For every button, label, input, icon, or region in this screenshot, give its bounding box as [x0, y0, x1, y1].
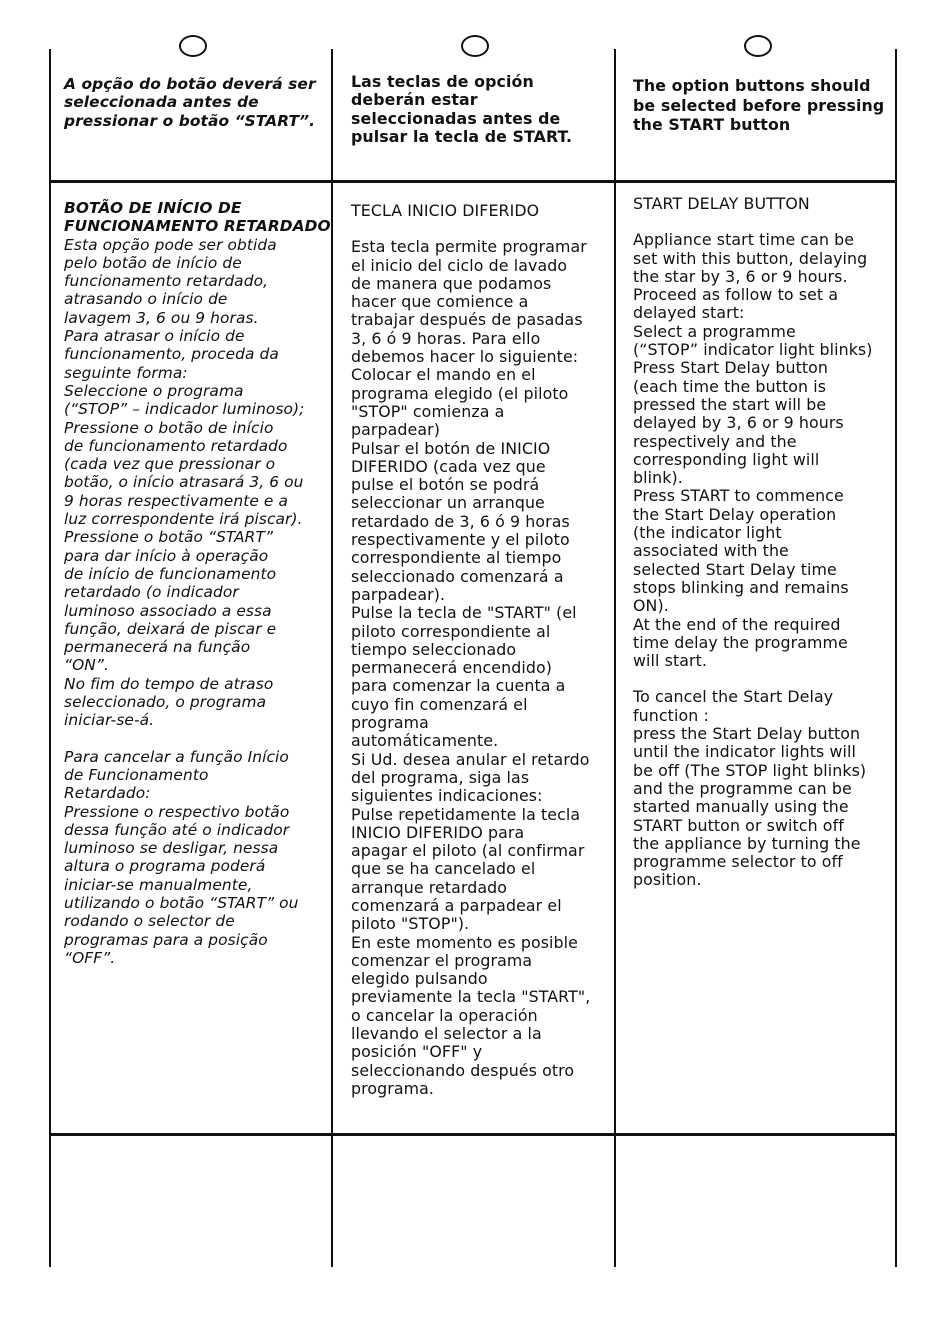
text-line: BOTÃO DE INÍCIO DE	[64, 199, 242, 217]
text-line: "STOP" comienza a	[351, 401, 505, 421]
text-line: deberán estar	[351, 90, 478, 110]
text-line: hacer que comience a	[351, 292, 529, 312]
text-line: the appliance by turning the	[633, 833, 861, 853]
text-line: iniciar-se-á.	[64, 711, 155, 730]
text-line: seleccionar un arranque	[351, 493, 545, 513]
text-line: corresponding light will	[633, 449, 820, 469]
text-line: luz correspondente irá piscar).	[64, 510, 303, 529]
text-line: trabajar después de pasadas	[351, 310, 583, 330]
text-line: piloto correspondiente al	[351, 621, 551, 641]
text-line: set with this button, delaying	[633, 248, 868, 268]
text-line: elegido pulsando	[351, 969, 488, 989]
text-line: started manually using the	[633, 797, 849, 817]
text-line: “OFF”.	[64, 948, 116, 967]
text-line: delayed by 3, 6 or 9 hours	[633, 413, 844, 433]
column-divider-2	[614, 49, 616, 1267]
text-line: retardado de 3, 6 ó 9 horas	[351, 511, 570, 531]
text-line: be off (The STOP light blinks)	[633, 760, 867, 780]
text-line: posición "OFF" y	[351, 1042, 483, 1062]
text-line: INICIO DIFERIDO para	[351, 822, 525, 842]
table-border-right	[895, 49, 897, 1267]
text-line: and the programme can be	[633, 778, 852, 798]
text-line: apagar el piloto (al confirmar	[351, 841, 585, 861]
text-line: funcionamento retardado,	[64, 272, 269, 291]
text-line: Retardado:	[64, 784, 151, 803]
table-border-left	[49, 49, 51, 1267]
text-line: until the indicator lights will	[633, 742, 856, 762]
text-line: debemos hacer lo siguiente:	[351, 347, 579, 367]
language-circle-portuguese	[179, 35, 207, 57]
text-line: correspondiente al tiempo	[351, 548, 562, 568]
text-line: programa elegido (el piloto	[351, 383, 569, 403]
text-line: press the Start Delay button	[633, 724, 861, 744]
text-line: be selected before pressing	[633, 95, 885, 115]
english-body	[633, 231, 873, 670]
row-divider-bottom	[51, 1133, 897, 1136]
text-line: position.	[633, 870, 702, 890]
text-line: Pulse repetidamente la tecla	[351, 804, 581, 824]
text-line: arranque retardado	[351, 877, 508, 897]
text-line: pulsar la tecla de START.	[351, 126, 573, 146]
text-line: (cada vez que pressionar o	[64, 455, 276, 474]
text-line: pelo botão de início de	[64, 253, 242, 272]
text-line: Esta tecla permite programar	[351, 237, 587, 257]
text-line: seleccionando después otro	[351, 1060, 575, 1080]
text-line: botão, o início atrasará 3, 6 ou	[64, 473, 304, 492]
text-line: Appliance start time can be	[633, 230, 855, 250]
text-line: função, deixará de piscar e	[64, 619, 277, 638]
text-line: respectivamente y el piloto	[351, 530, 570, 550]
text-line: The option buttons should	[633, 76, 871, 95]
column-divider-1	[331, 49, 333, 1267]
text-line: pressionar o botão “START”.	[64, 111, 316, 130]
spanish-heading	[351, 202, 590, 220]
text-line: luminoso associado a essa	[64, 601, 272, 620]
text-line: START button or switch off	[633, 815, 844, 835]
text-line: seleccionado, o programa	[64, 693, 267, 712]
text-line: Pulse la tecla de "START" (el	[351, 603, 577, 623]
text-line: llevando el selector a la	[351, 1024, 542, 1044]
text-line: Pressione o botão “START”	[64, 528, 274, 547]
portuguese-note	[64, 75, 316, 130]
text-line: 3, 6 ó 9 horas. Para ello	[351, 328, 541, 348]
text-line: siguientes indicaciones:	[351, 786, 543, 806]
text-line: delayed start:	[633, 303, 745, 323]
text-line: DIFERIDO (cada vez que	[351, 456, 546, 476]
text-line: funcionamento, proceda da	[64, 345, 279, 364]
text-line: de Funcionamento	[64, 765, 209, 784]
text-line: pulse el botón se podrá	[351, 475, 540, 495]
language-circle-english	[744, 35, 772, 57]
text-line: Esta opção pode ser obtida	[64, 235, 277, 254]
portuguese-instructions	[64, 199, 331, 967]
text-line: Para cancelar a função Início	[64, 747, 289, 766]
text-line: Las teclas de opción	[351, 72, 534, 91]
portuguese-body	[64, 236, 331, 730]
language-circle-spanish	[461, 35, 489, 57]
text-line: comenzará a parpadear el	[351, 895, 562, 915]
text-line: seguinte forma:	[64, 363, 188, 382]
text-line: parpadear).	[351, 584, 446, 604]
text-line: para dar início à operação	[64, 546, 269, 565]
english-heading	[633, 195, 873, 213]
text-line: atrasando o início de	[64, 290, 228, 309]
text-line: lavagem 3, 6 ou 9 horas.	[64, 308, 259, 327]
text-line: luminoso se desligar, nessa	[64, 839, 279, 858]
text-line: altura o programa poderá	[64, 857, 266, 876]
text-line: “ON”.	[64, 656, 109, 675]
spanish-body	[351, 238, 590, 1098]
text-line: para comenzar la cuenta a	[351, 676, 566, 696]
portuguese-heading	[64, 199, 331, 236]
text-line: seleccionado comenzará a	[351, 566, 564, 586]
text-line: de manera que podamos	[351, 273, 552, 293]
text-line: the Start Delay operation	[633, 504, 837, 524]
text-line: Press START to commence	[633, 486, 844, 506]
text-line: Si Ud. desea anular el retardo	[351, 749, 590, 769]
text-line: blink).	[633, 468, 683, 488]
text-line: Select a programme	[633, 321, 796, 341]
text-line: will start.	[633, 651, 708, 671]
text-line: function :	[633, 705, 709, 725]
text-line: del programa, siga las	[351, 767, 530, 787]
text-line: (the indicator light	[633, 523, 782, 543]
text-line: tiempo seleccionado	[351, 639, 517, 659]
text-line: permanecerá na função	[64, 638, 251, 657]
text-line: ON).	[633, 596, 669, 616]
text-line: programas para a posição	[64, 930, 268, 949]
text-line: de funcionamento retardado	[64, 436, 288, 455]
text-line: dessa função até o indicador	[64, 820, 290, 839]
english-cancel	[633, 688, 873, 889]
text-line: piloto "STOP").	[351, 914, 470, 934]
text-line: seleccionadas antes de	[351, 108, 561, 128]
row-divider-top	[51, 180, 897, 183]
text-line: Press Start Delay button	[633, 358, 829, 378]
text-line: (“STOP” indicator light blinks)	[633, 340, 873, 360]
spanish-note	[351, 73, 572, 146]
text-line: permanecerá encendido)	[351, 658, 552, 678]
text-line: parpadear)	[351, 420, 440, 440]
text-line: utilizando o botão “START” ou	[64, 893, 299, 912]
text-line: cuyo fin comenzará el	[351, 694, 528, 714]
text-line: time delay the programme	[633, 632, 848, 652]
text-line: o cancelar la operación	[351, 1005, 538, 1025]
text-line: START DELAY BUTTON	[633, 194, 810, 213]
text-line: (each time the button is	[633, 376, 827, 396]
text-line: seleccionada antes de	[64, 93, 259, 112]
text-line: Pressione o respectivo botão	[64, 802, 290, 821]
text-line: de início de funcionamento	[64, 564, 277, 583]
text-line: Seleccione o programa	[64, 381, 244, 400]
text-line: Para atrasar o início de	[64, 327, 245, 346]
text-line: respectively and the	[633, 431, 797, 451]
text-line: associated with the	[633, 541, 789, 561]
text-line: que se ha cancelado el	[351, 859, 536, 879]
text-line: automáticamente.	[351, 731, 499, 751]
text-line: el inicio del ciclo de lavado	[351, 255, 568, 275]
text-line: programa.	[351, 1078, 435, 1098]
text-line: To cancel the Start Delay	[633, 687, 834, 707]
text-line: comenzar el programa	[351, 950, 533, 970]
text-line: 9 horas respectivamente e a	[64, 491, 288, 510]
text-line: (“STOP” – indicador luminoso);	[64, 400, 305, 419]
text-line: selected Start Delay time	[633, 559, 837, 579]
text-line: retardado (o indicador	[64, 583, 239, 602]
text-line: programme selector to off	[633, 852, 843, 872]
english-instructions	[633, 195, 873, 890]
spanish-instructions	[351, 202, 590, 1098]
text-line: the star by 3, 6 or 9 hours.	[633, 266, 848, 286]
text-line: iniciar-se manualmente,	[64, 875, 253, 894]
text-line: Proceed as follow to set a	[633, 285, 839, 305]
text-line: programa	[351, 713, 429, 733]
text-line: Pressione o botão de início	[64, 418, 274, 437]
text-line: Pulsar el botón de INICIO	[351, 438, 551, 458]
text-line: the START button	[633, 115, 791, 134]
text-line: stops blinking and remains	[633, 577, 849, 597]
text-line: No fim do tempo de atraso	[64, 674, 274, 693]
text-line: FUNCIONAMENTO RETARDADO	[64, 217, 331, 236]
portuguese-cancel	[64, 748, 331, 968]
text-line: rodando o selector de	[64, 912, 235, 931]
english-note	[633, 76, 884, 135]
text-line: At the end of the required	[633, 614, 841, 634]
text-line: pressed the start will be	[633, 394, 827, 414]
text-line: TECLA INICIO DIFERIDO	[351, 201, 540, 220]
text-line: En este momento es posible	[351, 932, 578, 952]
text-line: A opção do botão deverá ser	[64, 75, 316, 93]
text-line: Colocar el mando en el	[351, 365, 536, 385]
text-line: previamente la tecla "START",	[351, 987, 591, 1007]
